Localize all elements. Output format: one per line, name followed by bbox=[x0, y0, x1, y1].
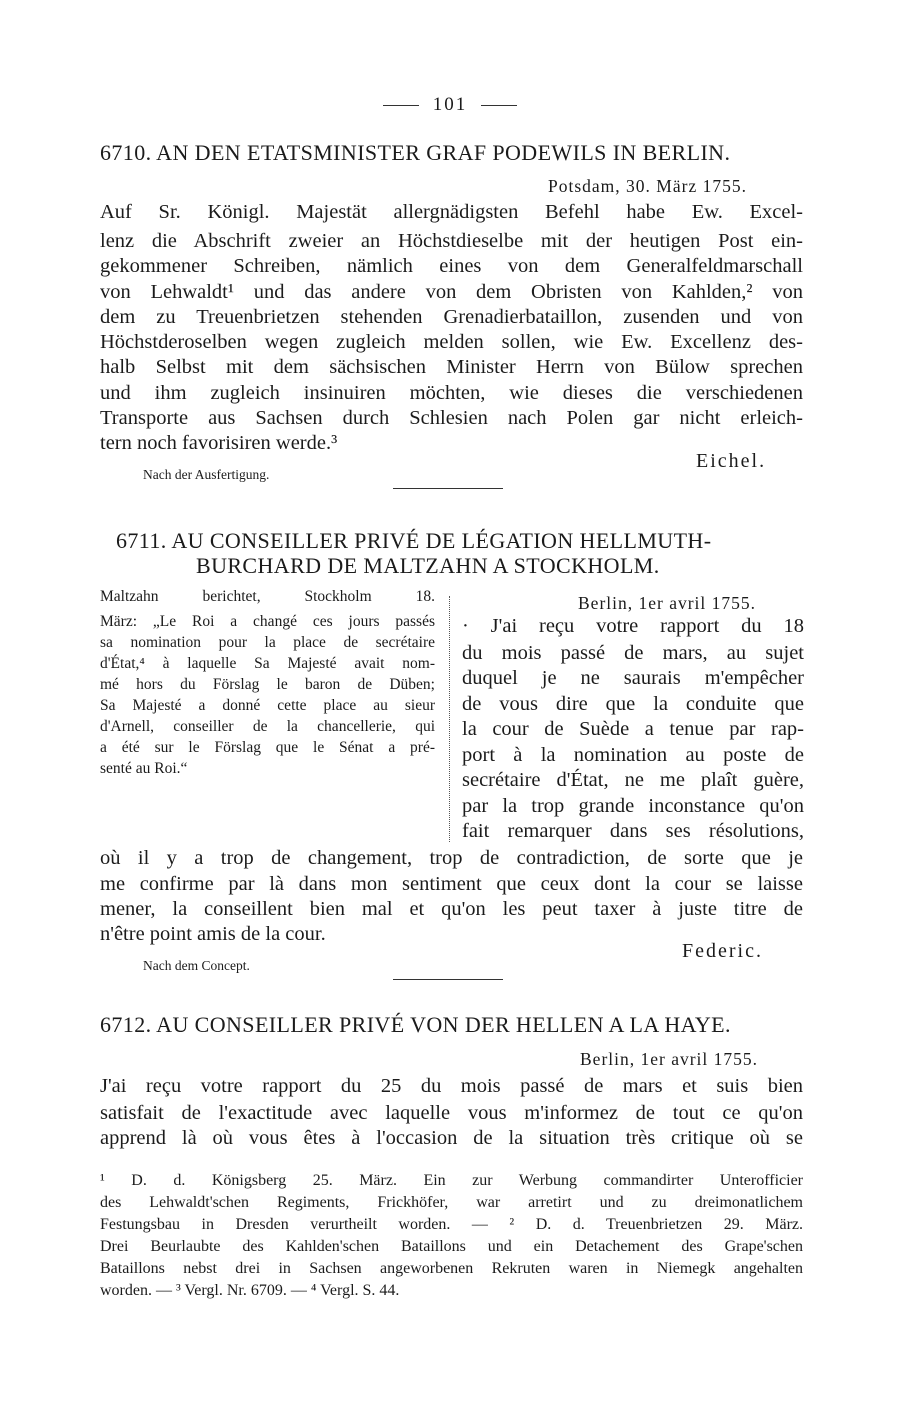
letter-6710-dateline: Potsdam, 30. März 1755. bbox=[548, 176, 747, 196]
letter-6710-line: tern noch favorisiren werde.³ bbox=[100, 432, 338, 454]
letter-6710-source: Nach der Ausfertigung. bbox=[143, 467, 270, 482]
margin-note-line: März: „Le Roi a changé ces jours passés bbox=[100, 613, 435, 630]
margin-note-line: a été sur le Förslag que le Sénat a pré- bbox=[100, 739, 435, 756]
letter-6711-column-line: par la trop grande inconstance qu'on bbox=[462, 795, 804, 817]
letter-6710-line: gekommener Schreiben, nämlich eines von dem Generalfeldmarschall bbox=[100, 255, 803, 277]
letter-6710-line: halb Selbst mit dem sächsischen Minister Herrn von Bülow sprechen bbox=[100, 356, 803, 378]
letter-6710-line: und ihm zugleich insinuiren möchten, wie dieses die verschiedenen bbox=[100, 382, 803, 404]
letter-6712-line: satisfait de l'exactitude avec laquelle vous m'informez de tout ce qu'on bbox=[100, 1102, 803, 1124]
footnote-line: worden. — ³ Vergl. Nr. 6709. — ⁴ Vergl. S. 44. bbox=[100, 1282, 400, 1299]
letter-6711-source: Nach dem Concept. bbox=[143, 958, 250, 973]
letter-6710-line: Auf Sr. Königl. Majestät allergnädigsten Befehl habe Ew. Excel- bbox=[100, 201, 803, 223]
letter-6710-line: Höchstderoselben wegen zugleich melden sollen, wie Ew. Excellenz des- bbox=[100, 331, 803, 353]
margin-note-line: mé hors du Förslag le baron de Düben; bbox=[100, 676, 435, 693]
footnote-line: Bataillons nebst drei in Sachsen angeworbenen Rekruten waren in Niemegk angehalten bbox=[100, 1260, 803, 1277]
letter-6710-line: lenz die Abschrift zweier an Höchstdieselbe mit der heutigen Post ein- bbox=[100, 230, 803, 252]
letter-6710-line: von Lehwaldt¹ und das andere von dem Obristen von Kahlden,² von bbox=[100, 281, 803, 303]
margin-note-line: senté au Roi.“ bbox=[100, 760, 188, 777]
section-separator bbox=[393, 488, 503, 489]
page-number-rule-left bbox=[383, 105, 419, 106]
letter-6711-column-line: la cour de Suède a tenue par rap- bbox=[462, 718, 804, 740]
column-divider bbox=[449, 596, 450, 842]
footnote-line: des Lehwaldt'schen Regiments, Frickhöfer, war arretirt und zu dreimonatlichem bbox=[100, 1194, 803, 1211]
letter-6711-column-line: port à la nomination au poste de bbox=[462, 744, 804, 766]
margin-note-line: d'État,⁴ à laquelle Sa Majesté avait nom- bbox=[100, 655, 435, 672]
letter-6711-column-line: duquel je ne saurais m'empêcher bbox=[462, 667, 804, 689]
footnote-line: ¹ D. d. Königsberg 25. März. Ein zur Werbung commandirter Unterofficier bbox=[100, 1172, 803, 1189]
letter-6712-heading: 6712. AU CONSEILLER PRIVÉ VON DER HELLEN A LA HAYE. bbox=[100, 1012, 731, 1037]
margin-note-line: sa nomination pour la place de secrétaire bbox=[100, 634, 435, 651]
letter-6711-signature: Federic. bbox=[682, 940, 763, 962]
page-number-text: 101 bbox=[432, 94, 468, 115]
letter-6712-line: apprend là où vous êtes à l'occasion de la situation très critique où se bbox=[100, 1127, 803, 1149]
letter-6711-dateline: Berlin, 1er avril 1755. bbox=[578, 593, 757, 613]
letter-6710-heading: 6710. AN DEN ETATSMINISTER GRAF PODEWILS IN BERLIN. bbox=[100, 140, 731, 165]
letter-6711-column-line: secrétaire d'État, ne me plaît guère, bbox=[462, 769, 804, 791]
footnote-line: Festungsbau in Dresden verurtheilt worden. — ² D. d. Treuenbrietzen 29. März. bbox=[100, 1216, 803, 1233]
section-separator bbox=[393, 979, 503, 980]
margin-note-line: d'Arnell, conseiller de la chancellerie, qui bbox=[100, 718, 435, 735]
letter-6711-heading-line-1: 6711. AU CONSEILLER PRIVÉ DE LÉGATION HELLMUTH- bbox=[116, 528, 712, 553]
letter-6710-line: Transporte aus Sachsen durch Schlesien nach Polen gar nicht erleich- bbox=[100, 407, 803, 429]
letter-6710-signature: Eichel. bbox=[696, 450, 767, 472]
footnote-line: Drei Beurlaubte des Kahlden'schen Bataillons und ein Detachement des Grape'schen bbox=[100, 1238, 803, 1255]
letter-6710-line: dem zu Treuenbrietzen stehenden Grenadierbataillon, zusenden und von bbox=[100, 306, 803, 328]
margin-note-line: Maltzahn berichtet, Stockholm 18. bbox=[100, 588, 435, 605]
letter-6712-line: J'ai reçu votre rapport du 25 du mois passé de mars et suis bien bbox=[100, 1075, 803, 1097]
letter-6711-column-line: du mois passé de mars, au sujet bbox=[462, 642, 804, 664]
letter-6711-line: où il y a trop de changement, trop de contradiction, de sorte que je bbox=[100, 847, 803, 869]
letter-6711-line: mener, la conseillent bien mal et qu'on les peut taxer à juste titre de bbox=[100, 898, 803, 920]
letter-6711-column-line: de vous dire que la conduite que bbox=[462, 693, 804, 715]
letter-6711-line: n'être point amis de la cour. bbox=[100, 923, 326, 945]
letter-6711-column-line: fait remarquer dans ses résolutions, bbox=[462, 820, 804, 842]
page-number-rule-right bbox=[481, 105, 517, 106]
page-number bbox=[0, 94, 900, 116]
letter-6712-dateline: Berlin, 1er avril 1755. bbox=[580, 1049, 759, 1069]
letter-6711-column-line: · J'ai reçu votre rapport du 18 bbox=[462, 615, 804, 637]
letter-6711-heading-line-2: BURCHARD DE MALTZAHN A STOCKHOLM. bbox=[196, 553, 660, 578]
letter-6711-line: me confirme par là dans mon sentiment que ceux dont la cour se laisse bbox=[100, 873, 803, 895]
margin-note-line: Sa Majesté a donné cette place au sieur bbox=[100, 697, 435, 714]
